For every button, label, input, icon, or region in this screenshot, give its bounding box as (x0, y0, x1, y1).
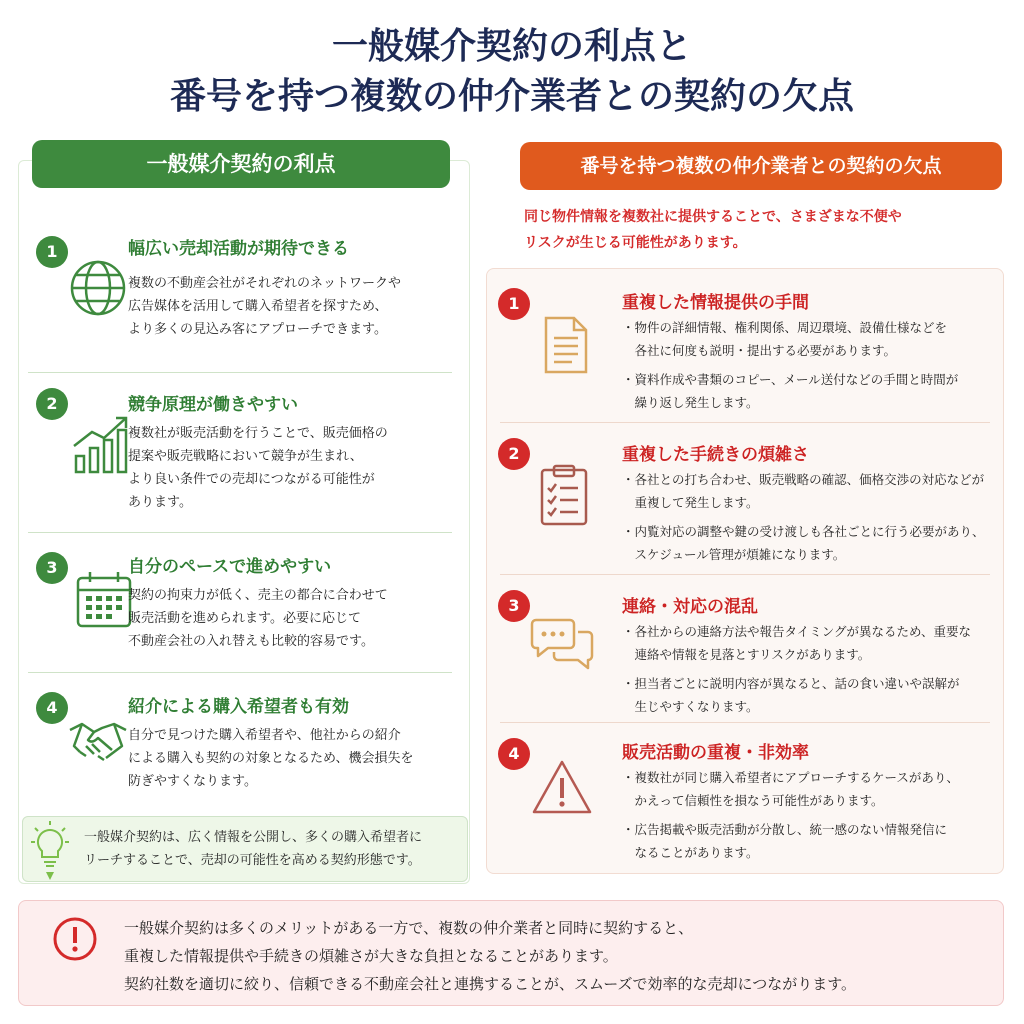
globe-icon (66, 256, 130, 320)
desc-line: 自分で見つけた購入希望者や、他社からの紹介 (128, 728, 401, 743)
disadvantage-title-2: 重複した手続きの煩雑さ (622, 445, 809, 465)
bullet-line: ・担当者ごとに説明内容が異なると、話の食い違いや誤解が (622, 676, 960, 691)
advantage-title-2: 競争原理が働きやすい (128, 395, 298, 415)
conclusion-text (124, 914, 856, 998)
disadvantage-title-1: 重複した情報提供の手間 (622, 293, 809, 313)
advantage-desc-2 (128, 422, 428, 514)
advantages-header: 一般媒介契約の利点 (32, 140, 450, 188)
title-line-2: 番号を持つ複数の仲介業者との契約の欠点 (169, 76, 854, 117)
disadvantages-header: 番号を持つ複数の仲介業者との契約の欠点 (520, 142, 1002, 190)
advantage-number-4: 4 (36, 692, 68, 724)
chat-bubbles-icon (530, 612, 594, 676)
divider (28, 672, 452, 673)
advantage-title-4: 紹介による購入希望者も有効 (128, 697, 349, 717)
conclusion-line: 一般媒介契約は多くのメリットがある一方で、複数の仲介業者と同時に契約すると、 (124, 919, 694, 937)
disadvantage-title-4: 販売活動の重複・非効率 (622, 743, 809, 763)
divider (500, 722, 990, 723)
advantage-desc-4 (128, 724, 428, 793)
desc-line: 契約の拘束力が低く、売主の都合に合わせて (128, 588, 388, 603)
divider (500, 422, 990, 423)
bullet-line: ・各社からの連絡方法や報告タイミングが異なるため、重要な (622, 624, 972, 639)
disadvantage-title-3: 連絡・対応の混乱 (622, 597, 758, 617)
tip-line: 一般媒介契約は、広く情報を公開し、多くの購入希望者に (84, 830, 423, 845)
advantage-desc-1 (128, 272, 428, 341)
disadvantage-number-1: 1 (498, 288, 530, 320)
bullet-line: 連絡や情報を見落とすリスクがあります。 (622, 647, 871, 662)
warning-triangle-icon (530, 756, 594, 820)
calendar-icon (72, 568, 136, 632)
disadvantage-number-4: 4 (498, 738, 530, 770)
desc-line: 広告媒体を活用して購入希望者を探すため、 (128, 299, 388, 314)
advantage-number-1: 1 (36, 236, 68, 268)
desc-line: 防ぎやすくなります。 (128, 774, 257, 789)
page-title (0, 22, 1024, 122)
disadvantage-number-2: 2 (498, 438, 530, 470)
advantage-number-2: 2 (36, 388, 68, 420)
intro-line: 同じ物件情報を複数社に提供することで、さまざまな不便や (524, 209, 902, 225)
bullet-line: ・物件の詳細情報、権利関係、周辺環境、設備仕様などを (622, 320, 948, 335)
disadvantages-intro (524, 204, 902, 256)
tip-line: リーチすることで、売却の可能性を高める契約形態です。 (84, 853, 421, 868)
disadvantage-number-3: 3 (498, 590, 530, 622)
divider (28, 372, 452, 373)
bullet-line: ・広告掲載や販売活動が分散し、統一感のない情報発信に (622, 822, 948, 837)
bullet-line: 生じやすくなります。 (622, 699, 759, 714)
divider (28, 532, 452, 533)
advantage-number-3: 3 (36, 552, 68, 584)
desc-line: 複数社が販売活動を行うことで、販売価格の (128, 426, 388, 441)
bullet-line: ・資料作成や書類のコピー、メール送付などの手間と時間が (622, 372, 959, 387)
bullet-line: 繰り返し発生します。 (622, 395, 759, 410)
desc-line: より多くの見込み客にアプローチできます。 (128, 322, 387, 337)
advantage-title-1: 幅広い売却活動が期待できる (128, 239, 349, 259)
desc-line: 複数の不動産会社がそれぞれのネットワークや (128, 276, 402, 291)
desc-line: 不動産会社の入れ替えも比較的容易です。 (128, 634, 374, 649)
bullet-line: 重複して発生します。 (622, 495, 759, 510)
document-icon (532, 312, 596, 376)
advantage-desc-3 (128, 584, 428, 653)
growth-chart-icon (70, 412, 134, 476)
tip-text (84, 826, 422, 872)
bullet-line: 各社に何度も説明・提出する必要があります。 (622, 343, 897, 358)
bullet-line: ・内覧対応の調整や鍵の受け渡しも各社ごとに行う必要があり、 (622, 524, 985, 539)
lightbulb-icon (30, 820, 70, 880)
desc-line: 販売活動を進められます。必要に応じて (128, 611, 361, 626)
bullet-line: ・複数社が同じ購入希望者にアプローチするケースがあり、 (622, 770, 959, 785)
intro-line: リスクが生じる可能性があります。 (524, 235, 747, 251)
bullet-line: ・各社との打ち合わせ、販売戦略の確認、価格交渉の対応などが (622, 472, 985, 487)
exclamation-circle-icon (52, 916, 98, 962)
disadvantage-desc-1 (622, 316, 958, 414)
title-line-1: 一般媒介契約の利点と (331, 26, 692, 67)
desc-line: あります。 (128, 495, 192, 510)
conclusion-line: 重複した情報提供や手続きの煩雑さが大きな負担となることがあります。 (124, 947, 618, 965)
conclusion-line: 契約社数を適切に絞り、信頼できる不動産会社と連携することが、スムーズで効率的な売却につながります。 (124, 975, 857, 993)
divider (500, 574, 990, 575)
desc-line: 提案や販売戦略において競争が生まれ、 (128, 449, 363, 464)
bullet-line: なることがあります。 (622, 845, 759, 860)
advantage-title-3: 自分のペースで進めやすい (128, 557, 332, 577)
clipboard-checklist-icon (532, 462, 596, 526)
bullet-line: スケジュール管理が煩雑になります。 (622, 547, 846, 562)
disadvantage-desc-4 (622, 766, 959, 864)
desc-line: より良い条件での売却につながる可能性が (128, 472, 375, 487)
desc-line: による購入も契約の対象となるため、機会損失を (128, 751, 414, 766)
disadvantage-desc-3 (622, 620, 971, 718)
handshake-icon (66, 706, 130, 770)
bullet-line: かえって信頼性を損なう可能性があります。 (622, 793, 884, 808)
disadvantage-desc-2 (622, 468, 985, 566)
